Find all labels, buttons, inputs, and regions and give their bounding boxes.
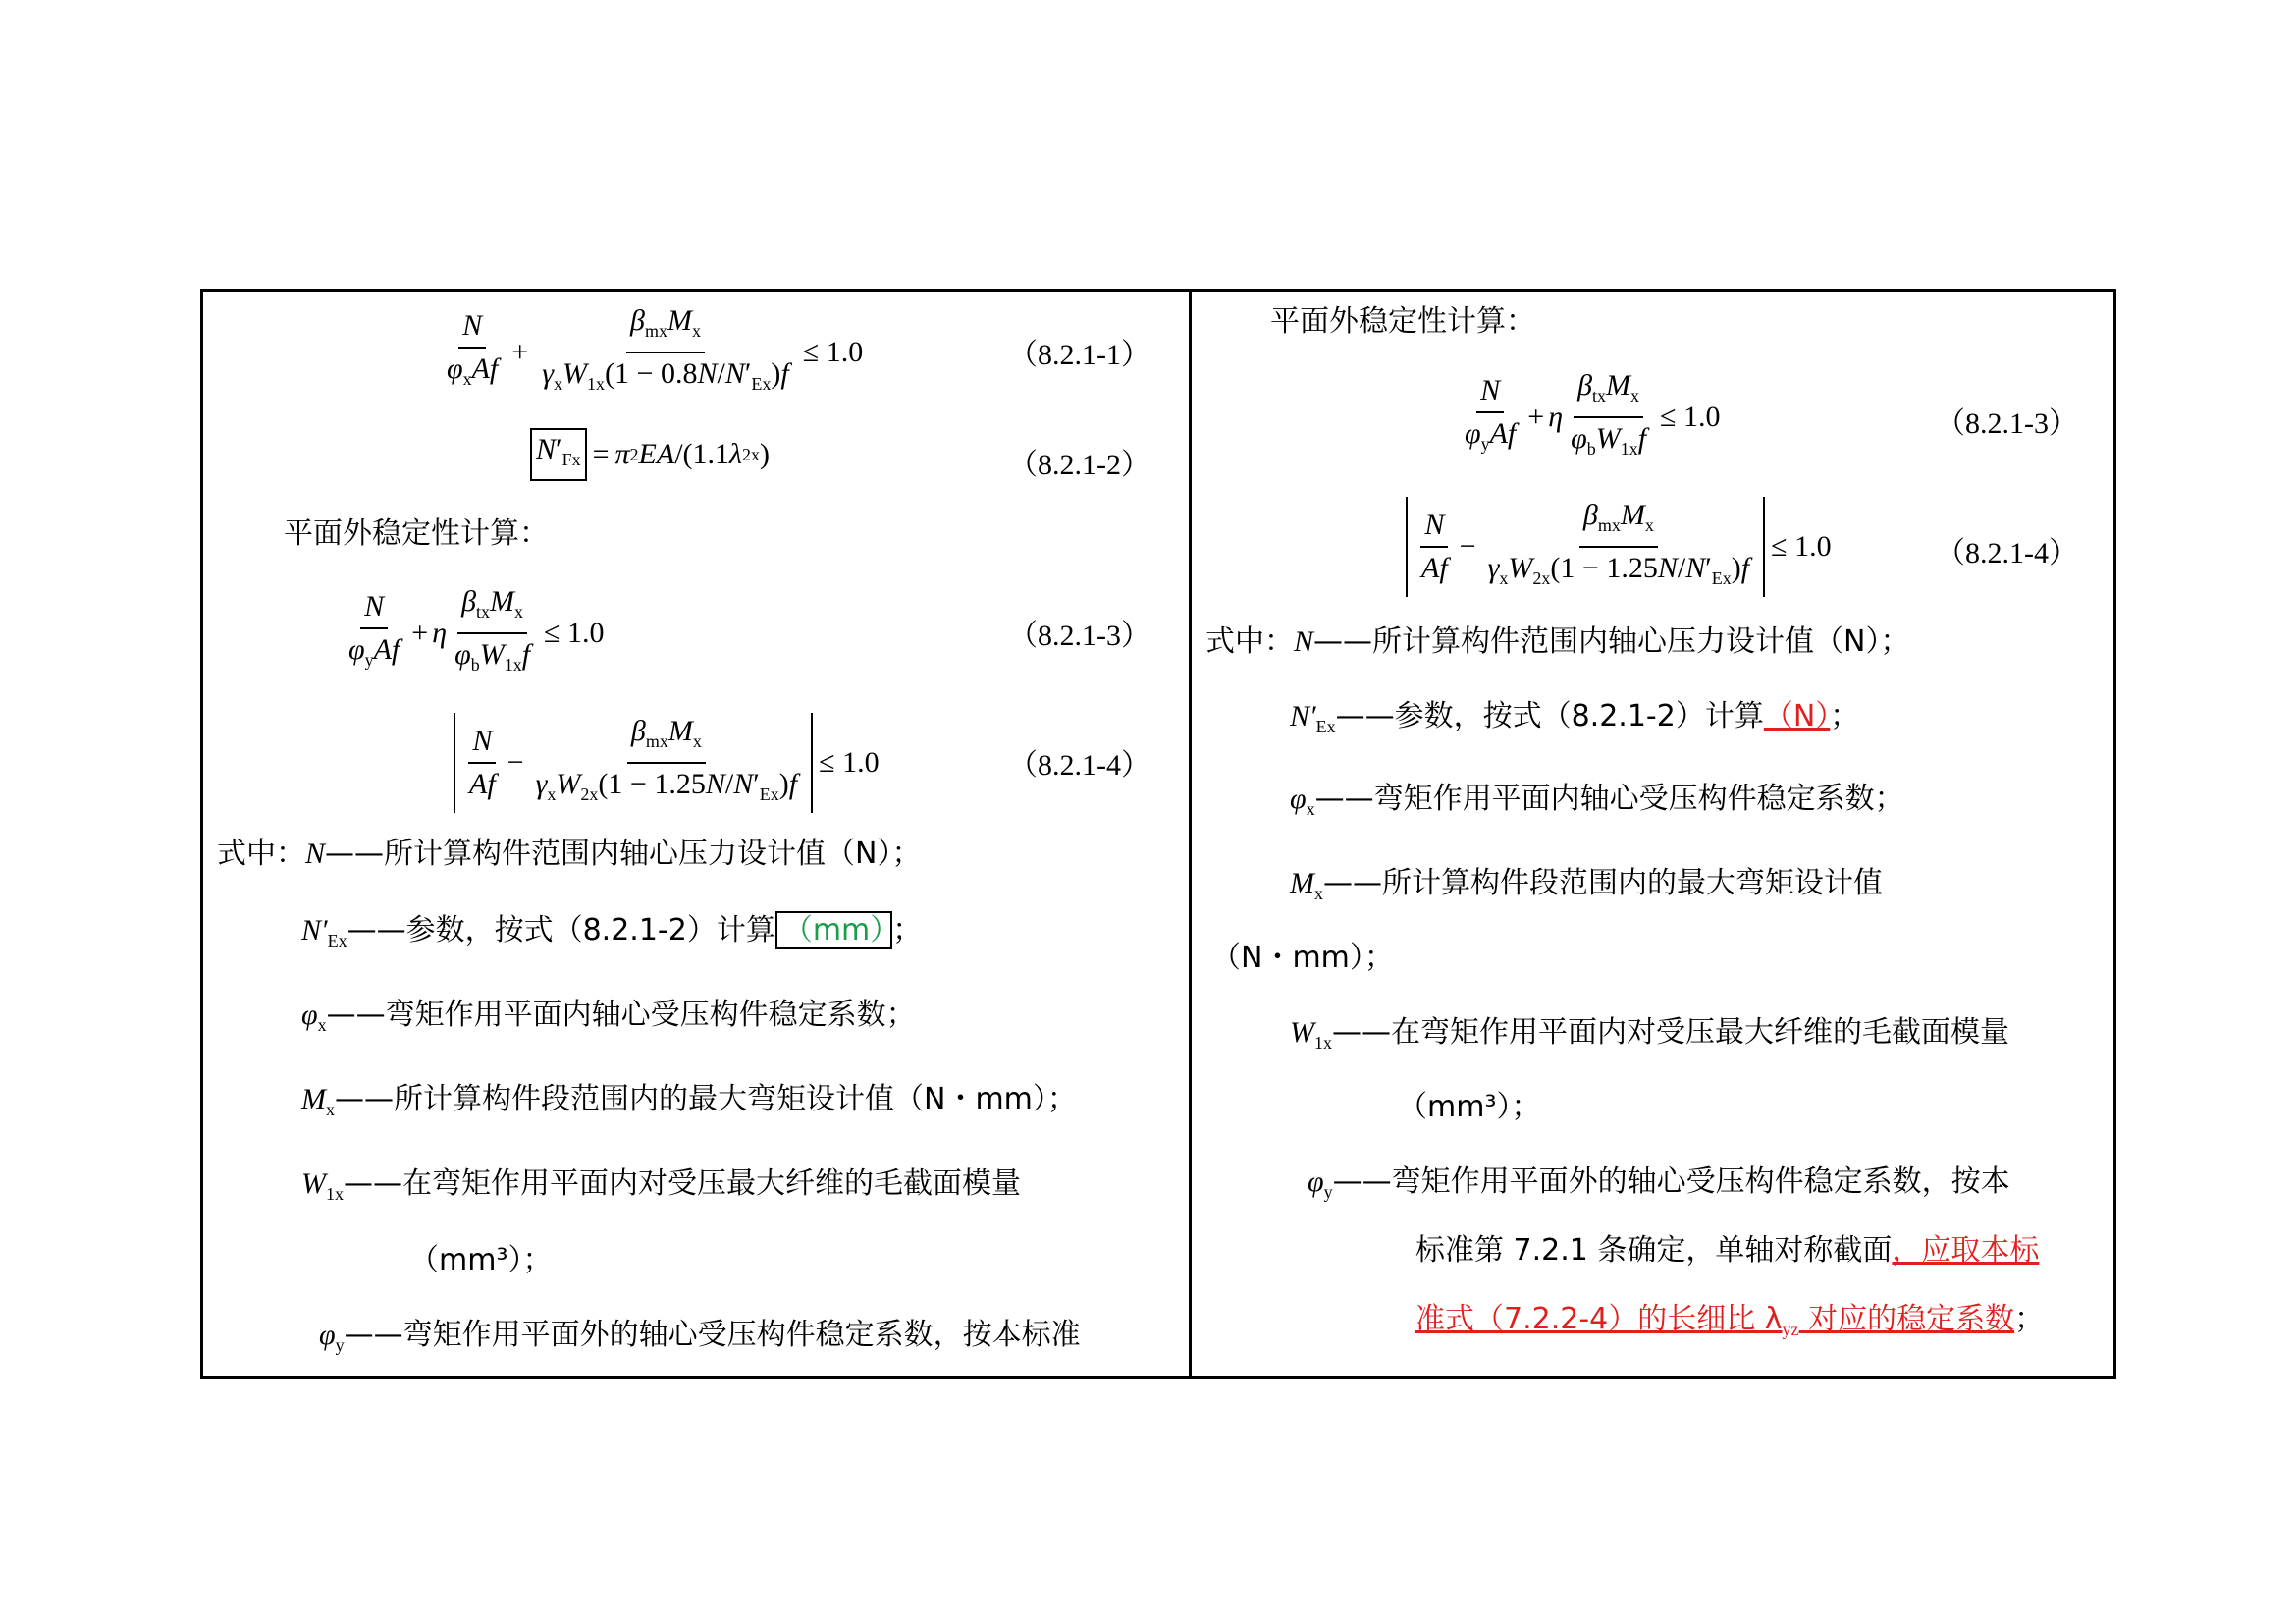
definition-phiy-line3: 准式（7.2.2-4）的长细比 $\lambda_{yz}$ 对应的稳定系数； <box>1415 1302 2045 1339</box>
left-column <box>203 289 1189 1379</box>
definition-phiy: $\varphi_y——$弯矩作用平面外的轴心受压构件稳定系数，按本 <box>1308 1164 2010 1202</box>
section-heading: 平面外稳定性计算： <box>1270 304 1535 339</box>
equation-8-2-1-3: $\frac{N}{\varphi_yAf}$ + η $\frac{\beta_{tx}M_x}{\varphi_bW_{1x}f}$ ≤ 1.0 <box>348 585 605 675</box>
equation-number: （8.2.1-3） <box>1936 407 2078 440</box>
revision-text: ，应取本标 <box>1892 1233 2040 1268</box>
right-column <box>1192 289 2113 1379</box>
equation-8-2-1-1: $\frac{N}{\varphi_xAf}$ + $\frac{\beta_{mx}M_x}{\gamma_xW_{1x}(1 - 0.8N/N'_{Ex})f}$ ≤ 1.0 <box>447 304 864 394</box>
equation-8-2-1-4: $\frac{N}{Af}$ − $\frac{\beta_{mx}M_x}{\gamma_xW_{2x}(1 - 1.25N/N'_{Ex})f}$ ≤ 1.0 <box>1406 497 1832 597</box>
definition-W1x: $W_{1x}——$在弯矩作用平面内对受压最大纤维的毛截面模量 <box>301 1166 1021 1204</box>
equation-number: （8.2.1-1） <box>1008 339 1150 371</box>
equation-8-2-1-3: $\frac{N}{\varphi_yAf}$ + η $\frac{\beta_{tx}M_x}{\varphi_bW_{1x}f}$ ≤ 1.0 <box>1465 369 1721 459</box>
definition-phiy: $\varphi_y——$弯矩作用平面外的轴心受压构件稳定系数，按本标准 <box>319 1318 1081 1355</box>
revision-unit-N: （N） <box>1763 699 1831 733</box>
definition-Mx: $M_x——$所计算构件段范围内的最大弯矩设计值（N・mm）； <box>301 1082 1077 1119</box>
equation-number: （8.2.1-4） <box>1936 537 2078 569</box>
definition-W1x-unit: （mm³）； <box>409 1243 553 1277</box>
equation-8-2-1-4: $\frac{N}{Af}$ − $\frac{\beta_{mx}M_x}{\gamma_xW_{2x}(1 - 1.25N/N'_{Ex})f}$ ≤ 1.0 <box>454 713 880 813</box>
definition-Mx: $M_x——$所计算构件段范围内的最大弯矩设计值 <box>1290 866 1883 903</box>
definition-phiy-line2: 标准第 7.2.1 条确定，单轴对称截面，应取本标 <box>1415 1233 2040 1268</box>
definition-phix: $\varphi_x——$弯矩作用平面内轴心受压构件稳定系数； <box>1290 782 1904 819</box>
revision-text: 准式（7.2.2-4）的长细比 $\lambda_{yz}$ 对应的稳定系数 <box>1415 1302 2015 1339</box>
definition-W1x-unit: （mm³）； <box>1398 1090 1541 1124</box>
definition-Mx-unit: （N・mm）； <box>1211 941 1394 975</box>
equation-number: （8.2.1-2） <box>1008 449 1150 481</box>
revision-unit-mm: （mm） <box>775 911 892 949</box>
section-heading: 平面外稳定性计算： <box>284 516 549 551</box>
definition-NEx: $N'_{Ex}——$参数，按式（8.2.1-2）计算 （mm） ； <box>301 913 923 950</box>
definition-N: 式中：N——所计算构件范围内轴心压力设计值（N）； <box>1205 624 1910 659</box>
definition-NEx: $N'_{Ex}——$参数，按式（8.2.1-2）计算（N）； <box>1290 699 1860 736</box>
definition-phix: $\varphi_x——$弯矩作用平面内轴心受压构件稳定系数； <box>301 998 916 1035</box>
equation-number: （8.2.1-4） <box>1008 749 1150 782</box>
equation-number: （8.2.1-3） <box>1008 620 1150 652</box>
definition-N: 式中：N——所计算构件范围内轴心压力设计值（N）； <box>217 837 922 871</box>
equation-8-2-1-2: $N'_{Fx}$ = π 2 EA /(1.1 λ 2 x ) <box>530 428 770 481</box>
definition-W1x: $W_{1x}——$在弯矩作用平面内对受压最大纤维的毛截面模量 <box>1290 1015 2009 1053</box>
